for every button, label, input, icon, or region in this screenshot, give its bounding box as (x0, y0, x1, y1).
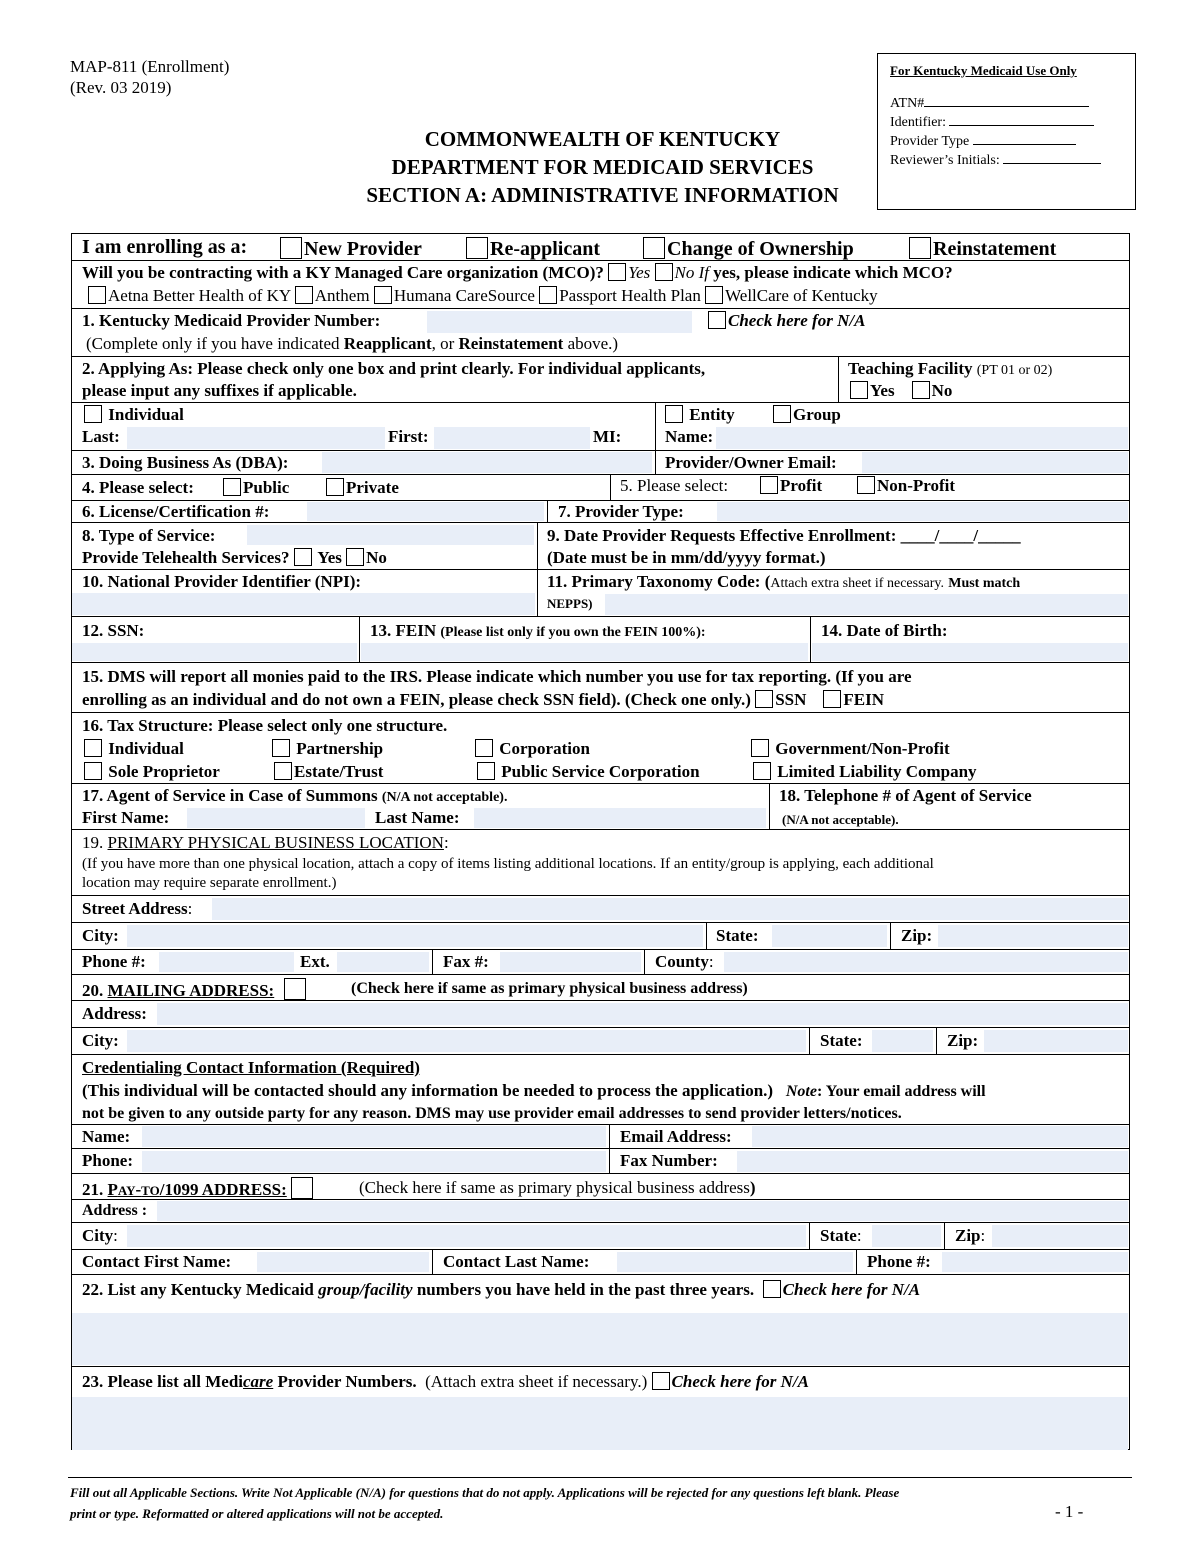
tax-sole-proprietor[interactable]: Sole Proprietor (84, 762, 220, 782)
mailing-same-checkbox[interactable] (284, 978, 306, 1000)
cred-name-row (72, 1124, 1129, 1148)
q8-q9-row (72, 522, 1129, 569)
option-new-provider[interactable]: New Provider (280, 237, 422, 259)
payto-city-label: City: (82, 1226, 118, 1245)
checkbox[interactable] (760, 476, 778, 494)
q16-label: 16. Tax Structure: Please select only one structure. (82, 716, 448, 735)
type-of-service-field[interactable] (247, 525, 534, 545)
payto-same-checkbox[interactable] (291, 1177, 313, 1199)
payto-city-field[interactable] (127, 1225, 806, 1247)
q21-label: 21. PAY-TO/1099 ADDRESS: (82, 1177, 315, 1201)
q1-na-option[interactable]: Check here for N/A (708, 311, 865, 331)
q22-label: 22. List any Kentucky Medicaid group/facility numbers you have held in the past three years. Check here for N/A (82, 1280, 921, 1299)
checkbox[interactable] (84, 405, 102, 423)
header-commonwealth: COMMONWEALTH OF KENTUCKY (424, 127, 781, 151)
county-label: County: (655, 952, 714, 971)
q5-label: 5. Please select: (620, 476, 729, 495)
q1-note: (Complete only if you have indicated Reapplicant, or Reinstatement above.) (86, 334, 619, 353)
mco-question: Will you be contracting with a KY Managed Care organization (MCO)? Yes No If yes, please indicate which MCO? (82, 263, 953, 282)
checkbox[interactable] (857, 476, 875, 494)
street-label: Street Address: (82, 899, 193, 918)
license-field[interactable] (307, 502, 544, 521)
first-label: First: (388, 427, 429, 446)
q13-label: 13. FEIN (Please list only if you own the FEIN 100%): (370, 621, 706, 640)
cred-phone-label: Phone: (82, 1151, 133, 1170)
q6-q7-row (72, 500, 1129, 522)
atn-blank[interactable] (924, 94, 1089, 107)
provider-type-line (890, 132, 1123, 151)
identifier-line (890, 113, 1123, 132)
q23-label: 23. Please list all Medicare Provider Numbers. (Attach extra sheet if necessary.) Check here for N/A (82, 1372, 809, 1391)
checkbox[interactable] (643, 237, 665, 259)
name-label: Name: (665, 427, 714, 446)
office-use-title: For Kentucky Medicaid Use Only (890, 63, 1077, 78)
dob-field[interactable] (812, 643, 1128, 661)
checkbox[interactable] (753, 762, 771, 780)
agent-first-label: First Name: (82, 808, 170, 827)
payto-contact-row (72, 1249, 1129, 1274)
mailing-address-field[interactable] (157, 1003, 1128, 1025)
checkbox[interactable] (773, 405, 791, 423)
contact-last-name-field[interactable] (617, 1252, 853, 1272)
q14-label: 14. Date of Birth: (821, 621, 948, 640)
tax-llc[interactable]: Limited Liability Company (753, 762, 977, 782)
q2-line1: 2. Applying As: Please check only one box and print clearly. For individual applicants, (82, 359, 706, 378)
q15-row (72, 662, 1129, 712)
q10-q11-row (72, 569, 1129, 616)
cred-name-label: Name: (82, 1127, 131, 1146)
q3-row (72, 450, 1129, 474)
email-label: Provider/Owner Email: (665, 453, 837, 472)
footer-line2: print or type. Reformatted or altered applications will not be accepted. (70, 1506, 444, 1521)
q11-nepps: NEPPS) (547, 596, 593, 611)
q12-label: 12. SSN: (82, 621, 145, 640)
q21-row (72, 1173, 1129, 1199)
cred-name-field[interactable] (142, 1126, 606, 1147)
form-number: MAP-811 (Enrollment) (70, 57, 230, 76)
q9-label: 9. Date Provider Requests Effective Enrollment: ____/____/_____ (547, 526, 1021, 545)
header-department: DEPARTMENT FOR MEDICAID SERVICES (391, 155, 814, 179)
identifier-blank[interactable] (949, 113, 1094, 126)
state-field[interactable] (772, 925, 887, 947)
q18-label: 18. Telephone # of Agent of Service (779, 786, 1032, 805)
checkbox[interactable] (223, 478, 241, 496)
contact-first-label: Contact First Name: (82, 1252, 232, 1271)
ext-field[interactable] (337, 952, 429, 972)
q7-label: 7. Provider Type: (558, 502, 684, 521)
cred-email-label: Email Address: (620, 1127, 732, 1146)
mailing-address-label: Address: (82, 1004, 147, 1023)
cred-fax-field[interactable] (737, 1151, 1128, 1172)
fax-label: Fax #: (443, 952, 489, 971)
checkbox[interactable] (751, 739, 769, 757)
provider-type-blank[interactable] (973, 132, 1076, 145)
reviewer-label: Reviewer’s Initials: (890, 153, 1000, 168)
footer-instructions (70, 1482, 1130, 1524)
q1-row (72, 308, 1129, 356)
footer-divider (68, 1477, 1132, 1478)
reviewer-line (890, 151, 1123, 170)
tax-individual[interactable]: Individual (84, 739, 184, 759)
mco-no-checkbox[interactable] (655, 263, 673, 281)
teaching-facility: Teaching Facility (PT 01 or 02) (848, 359, 1053, 378)
q23-na-checkbox[interactable] (652, 1372, 670, 1390)
county-field[interactable] (724, 952, 1128, 972)
checkbox[interactable] (477, 762, 495, 780)
q21-note: (Check here if same as primary physical business address) (359, 1178, 756, 1197)
mco-options: Aetna Better Health of KY Anthem Humana CareSource Passport Health Plan WellCare of Kentucky (88, 286, 878, 306)
mailing-zip-label: Zip: (947, 1031, 979, 1050)
mailing-state-field[interactable] (872, 1030, 933, 1052)
mailing-city-field[interactable] (127, 1030, 806, 1052)
teaching-no-checkbox[interactable] (912, 381, 930, 399)
payto-address-row (72, 1199, 1129, 1222)
checkbox[interactable] (466, 237, 488, 259)
effective-date-blank[interactable]: ____/____/_____ (900, 526, 1021, 545)
applicant-group[interactable]: Group (773, 405, 841, 425)
last-label: Last: (82, 427, 120, 446)
telehealth-no-checkbox[interactable] (346, 548, 364, 566)
page-number: - 1 - (1055, 1502, 1084, 1521)
agent-last-name-field[interactable] (474, 808, 766, 828)
last-name-field[interactable] (127, 427, 385, 449)
q12-q14-row (72, 616, 1129, 662)
q8-label: 8. Type of Service: (82, 526, 216, 545)
identifier-label: Identifier: (890, 115, 946, 130)
payto-address-field[interactable] (157, 1201, 1128, 1221)
cred-fax-label: Fax Number: (620, 1151, 718, 1170)
q18-note: (N/A not acceptable). (782, 812, 899, 827)
mco-yes-checkbox[interactable] (608, 263, 626, 281)
applicant-entity[interactable]: Entity (665, 405, 735, 425)
q19-row (72, 829, 1129, 895)
atn-label: ATN# (890, 96, 925, 111)
q17-q18-row (72, 783, 1129, 829)
mco-row (72, 260, 1129, 308)
city-field[interactable] (127, 925, 703, 947)
mco-humana-checkbox[interactable] (374, 286, 392, 304)
payto-city-row (72, 1222, 1129, 1249)
city-label: City: (82, 926, 119, 945)
cred-email-field[interactable] (752, 1126, 1128, 1147)
mco-aetna-checkbox[interactable] (88, 286, 106, 304)
enrollment-form (71, 233, 1130, 1450)
contact-phone-label: Phone #: (867, 1252, 931, 1271)
medicare-numbers-field[interactable] (72, 1397, 1128, 1450)
mailing-city-label: City: (82, 1031, 119, 1050)
credentialing-row (72, 1054, 1129, 1124)
checkbox[interactable] (84, 739, 102, 757)
q1-label: 1. Kentucky Medicaid Provider Number: (82, 311, 381, 330)
q20-note: (Check here if same as primary physical business address) (351, 980, 748, 997)
ext-label: Ext. (300, 952, 330, 971)
checkbox[interactable] (272, 739, 290, 757)
provider-type-label: Provider Type (890, 134, 970, 149)
provider-type-field[interactable] (717, 502, 1128, 521)
cred-phone-field[interactable] (142, 1151, 606, 1172)
mailing-address-row (72, 1000, 1129, 1027)
q11-label: 11. Primary Taxonomy Code: (Attach extra sheet if necessary. Must match (547, 572, 1021, 591)
telehealth-yes-checkbox[interactable] (294, 548, 312, 566)
q15-line2: enrolling as an individual and do not own a FEIN, please check SSN field). (Check one only.) SSN FEIN (82, 690, 885, 709)
agent-first-name-field[interactable] (187, 808, 365, 828)
footer-line1: Fill out all Applicable Sections. Write Not Applicable (N/A) for questions that do not apply. Applications will be rejected for any questions left blank. Please (70, 1485, 900, 1500)
q17-label: 17. Agent of Service in Case of Summons (N/A not acceptable). (82, 786, 508, 805)
payto-address-label: Address : (82, 1202, 148, 1219)
checkbox[interactable] (475, 739, 493, 757)
form-revision: (Rev. 03 2019) (70, 78, 172, 97)
enrolling-label: I am enrolling as a: (82, 236, 248, 258)
option-change-of-ownership[interactable]: Change of Ownership (643, 237, 854, 259)
provider-number-field[interactable] (427, 311, 692, 333)
mailing-zip-field[interactable] (984, 1030, 1128, 1052)
first-name-field[interactable] (434, 427, 590, 449)
contact-first-name-field[interactable] (257, 1252, 429, 1272)
agent-last-label: Last Name: (375, 808, 460, 827)
checkbox[interactable] (274, 762, 292, 780)
entity-name-field[interactable] (716, 427, 1128, 449)
mco-anthem-checkbox[interactable] (295, 286, 313, 304)
atn-line (890, 94, 1123, 113)
checkbox[interactable] (708, 311, 726, 329)
fein-field[interactable] (361, 643, 808, 661)
cred-title: Credentialing Contact Information (Required) (82, 1058, 420, 1077)
q4-private[interactable]: Private (326, 478, 399, 498)
contact-last-label: Contact Last Name: (443, 1252, 590, 1271)
payto-zip-field[interactable] (992, 1225, 1128, 1247)
ssn-field[interactable] (72, 643, 357, 661)
npi-field[interactable] (72, 593, 535, 615)
mi-label: MI: (593, 427, 622, 446)
q10-label: 10. National Provider Identifier (NPI): (82, 572, 362, 591)
cred-line2: not be given to any outside party for any reason. DMS may use provider email addresses to send provider letters/notices. (82, 1105, 902, 1122)
q2-row (72, 356, 1129, 402)
enrolling-row (72, 234, 1129, 260)
teaching-options: Yes No (850, 381, 952, 401)
teaching-yes-checkbox[interactable] (850, 381, 868, 399)
q5-profit[interactable]: Profit (760, 476, 822, 496)
tax-estate-trust[interactable]: Estate/Trust (274, 762, 383, 782)
q22-row (72, 1274, 1129, 1366)
q2-applicant-row (72, 402, 1129, 450)
option-reinstatement[interactable]: Reinstatement (909, 237, 1056, 259)
group-numbers-field[interactable] (72, 1313, 1128, 1365)
q15-line1: 15. DMS will report all monies paid to the IRS. Please indicate which number you use for tax reporting. (If you are (82, 667, 912, 686)
ssn-checkbox[interactable] (755, 690, 773, 708)
q4-public[interactable]: Public (223, 478, 289, 498)
q9-note: (Date must be in mm/dd/yyyy format.) (547, 548, 826, 567)
city-row (72, 922, 1129, 949)
mco-passport-checkbox[interactable] (539, 286, 557, 304)
option-re-applicant[interactable]: Re-applicant (466, 237, 600, 259)
mailing-city-row (72, 1027, 1129, 1054)
q2-line2: please input any suffixes if applicable. (82, 381, 357, 400)
dba-label: 3. Doing Business As (DBA): (82, 453, 289, 472)
phone-field[interactable] (159, 952, 294, 972)
fax-field[interactable] (500, 952, 641, 972)
telehealth-question: Provide Telehealth Services? Yes No (82, 548, 387, 567)
street-address-field[interactable] (212, 898, 1128, 920)
zip-label: Zip: (901, 926, 933, 945)
q19-note2: location may require separate enrollment.) (82, 875, 337, 891)
checkbox[interactable] (280, 237, 302, 259)
checkbox[interactable] (665, 405, 683, 423)
q5-nonprofit[interactable]: Non-Profit (857, 476, 955, 496)
street-row (72, 895, 1129, 922)
checkbox[interactable] (326, 478, 344, 496)
tax-partnership[interactable]: Partnership (272, 739, 383, 759)
mco-wellcare-checkbox[interactable] (705, 286, 723, 304)
form-header (320, 125, 885, 209)
q6-label: 6. License/Certification #: (82, 502, 270, 521)
q16-row (72, 712, 1129, 783)
applicant-individual[interactable]: Individual (84, 405, 184, 425)
tax-public-service[interactable]: Public Service Corporation (477, 762, 700, 782)
checkbox[interactable] (909, 237, 931, 259)
reviewer-blank[interactable] (1003, 151, 1101, 164)
header-section: SECTION A: ADMINISTRATIVE INFORMATION (366, 183, 839, 207)
owner-email-field[interactable] (862, 452, 1128, 473)
q20-label: 20. MAILING ADDRESS: (82, 978, 308, 1001)
q19-note1: (If you have more than one physical location, attach a copy of items listing additional locations. If an entity/group is applying, each additional (82, 856, 934, 872)
checkbox[interactable] (84, 762, 102, 780)
q19-label: 19. PRIMARY PHYSICAL BUSINESS LOCATION: (82, 833, 449, 852)
payto-state-field[interactable] (872, 1225, 941, 1247)
contact-phone-field[interactable] (942, 1252, 1128, 1272)
tax-government[interactable]: Government/Non-Profit (751, 739, 950, 759)
fein-checkbox[interactable] (823, 690, 841, 708)
q23-row (72, 1366, 1129, 1451)
q4-label: 4. Please select: (82, 478, 194, 497)
phone-label: Phone #: (82, 952, 146, 971)
dba-field[interactable] (322, 452, 652, 473)
mailing-state-label: State: (820, 1031, 863, 1050)
q22-na-checkbox[interactable] (763, 1280, 781, 1298)
taxonomy-field[interactable] (605, 594, 1128, 615)
office-use-box (877, 53, 1136, 210)
state-label: State: (716, 926, 759, 945)
q4-q5-row (72, 474, 1129, 500)
form-id (70, 56, 229, 98)
payto-state-label: State: (820, 1226, 862, 1245)
phone-row (72, 949, 1129, 974)
cred-phone-row (72, 1148, 1129, 1173)
zip-field[interactable] (938, 925, 1128, 947)
cred-line1: (This individual will be contacted should any information be needed to process the application.) Note: Your email address will (82, 1081, 986, 1100)
q20-row (72, 974, 1129, 1000)
payto-zip-label: Zip: (955, 1226, 986, 1245)
tax-corporation[interactable]: Corporation (475, 739, 590, 759)
